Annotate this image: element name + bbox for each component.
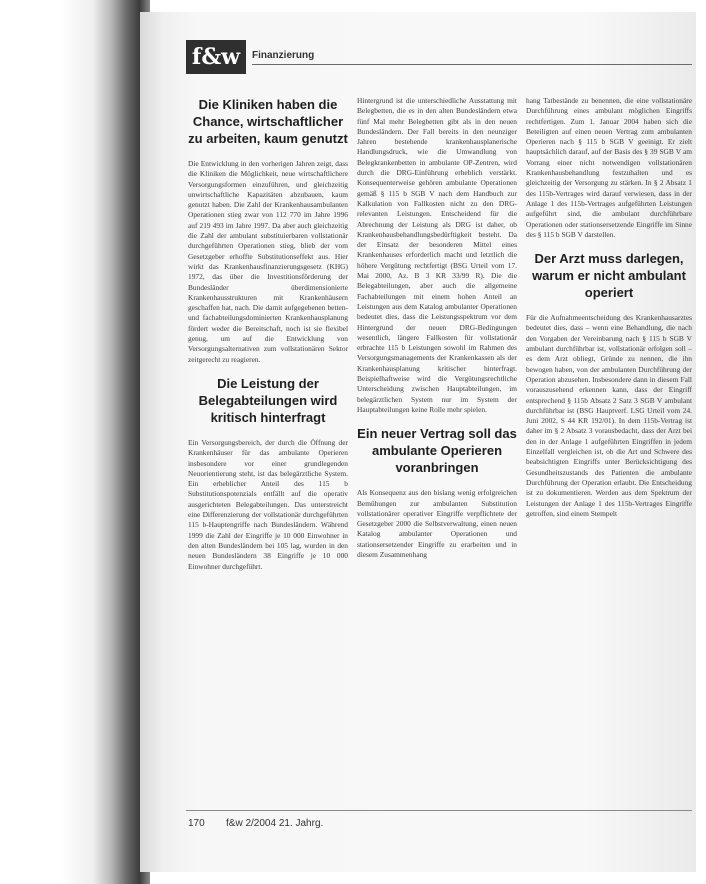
book-spine-shadow	[0, 0, 150, 884]
subheading: Ein neuer Vertrag soll das ambulante Operieren voranbringen	[357, 426, 517, 476]
page-number: 170	[188, 818, 205, 829]
subheading: Der Arzt muss darlegen, warum er nicht ambulant operiert	[532, 251, 686, 301]
footer-rule	[186, 810, 692, 811]
body-paragraph: Für die Aufnahmeentscheidung des Krankenhausarztes bedeutet dies, dass – wenn eine Behandlung, die nach den Vorgaben der Vereinbarung nach § 115 b SGB V ambulant durchführbar ist, vollstationär erfolgen soll – es dem Arzt obliegt, Gründe zu nennen, die ihn bewogen haben, von der ambulanten Durchführung der Operation abzusehen. Insbesondere dann in diesem Fall vorauszusehend erkennen kann, dass der Eingriff entsprechend § 115b Absatz 2 Satz 3 SGB V ambulant durchführbar ist (BSG Hauptverf. LSG Urteil vom 24. Juni 2002, S 44 KR 192/01). In dem 115b-Vertrag ist daher im § 2 Absatz 3 vorausbedacht, dass der Arzt bei den in der Anlage 1 aufgeführten Eingriffen in jedem Einzelfall vergleichen ist, ob die Art und Schwere des beabsichtigten Eingriffs unter Berücksichtigung des Gesundheitszustands des Patienten die ambulante Durchführung der Operation erlaubt. Die Entscheidung ist zu dokumentieren. Werden aus dem Spektrum der Leistungen der Anlage 1 des 115b-Vertrages Eingriffe getroffen, sind einem Stempelt	[526, 313, 692, 518]
header-rule	[252, 64, 692, 65]
body-paragraph: Hintergrund ist die unterschiedliche Ausstattung mit Belegbetten, die es in den alten Bundesländern etwa fünf Mal mehr Belegbetten gibt als in den neuen Bundesländern. Der Fall bereits in den neunziger Jahren bestehende krankenhausplanerische Handlungsdruck, wie die Umwandlung von Belegkrankenbetten in ambulante OP-Zentren, wird durch die DRG-Einführung erheblich verstärkt. Konsequenterweise gehören ambulante Operationen gemäß § 115 b SGB V nach dem Handbuch zur Kalkulation von Fallkosten nicht zu den DRG-relevanten Leistungen. Entscheidend für die Abrechnung der Leistung als DRG ist daher, ob Krankenhausbehandlungsbedürftigkeit besteht. Da der Einsatz der besonderen Mittel eines Krankenhauses erforderlich macht und letztlich die höhere Vergütung rechtfertigt (BSG Urteil vom 17. Mai 2000, Az. B 3 KR 33/99 R). Die die Belegabteilungen, aber auch die allgemeine Fachabteilungen mit einem hohen Anteil an Leistungen aus dem Katalog ambulanter Operationen bedeutet dies, dass die Leistungsspektrum vor dem Hintergrund der neuen DRG-Bedingungen wesentlich, längere Fallkosten für vollstationär erbrachte 115 b Leistungen sowohl im Rahmen des Versorgungsmanagements der Krankenkassen als der Krankenhausplanung kritischer hinterfragt. Beispielhaftweise wird die Vergütungsrechtliche Unterscheidung zwischen Hauptabteilungen, im belegärztlichen System nur im System der Hauptabteilungen keine Rolle mehr spielen.	[357, 96, 517, 414]
article-column-2	[357, 96, 517, 816]
body-paragraph: Als Konsequenz aus den bislang wenig erfolgreichen Bemühungen zur ambulanten Substitution vollstationärer operativer Eingriffe verpflichtete der Gesetzgeber 2000 die Selbstverwaltung, einen neuen Katalog ambulanter Operationen und stationsersetzender Eingriffe zu erarbeiten und in diesem Zusammenhang	[357, 488, 517, 559]
subheading: Die Kliniken haben die Chance, wirtschaftlicher zu arbeiten, kaum genutzt	[188, 97, 348, 146]
subheading: Die Leistung der Belegabteilungen wird kritisch hinterfragt	[198, 375, 338, 425]
body-paragraph: Ein Versorgungsbereich, der durch die Öffnung der Krankenhäuser für das ambulante Operieren insbesondere vor einer grundlegenden Neuorientierung steht, ist das belegärztliche System. Ein erheblicher Anteil des 115 b Substitutionspotenzials entfällt auf die operativ ausgerichteten Belegabteilungen. Das unterstreicht eine Differenzierung der vollstationär durchgeführten 115 b-Hauptengriffe nach Bundesländern. Während 1999 die Zahl der Eingriffe je 10 000 Einwohner in den alten Bundesländern bei 105 lag, wurden in den neuen Bundesländern 38 Eingriffe je 10 000 Einwohner durchgeführt.	[188, 437, 348, 571]
body-paragraph: Die Entwicklung in den vorherigen Jahren zeigt, dass die Kliniken die Möglichkeit, neue wirtschaftlichere Versorgungsformen einzuführen, und gleichzeitig unwirtschaftliche Kapazitäten abzubauen, kaum genutzt haben. Die Zahl der Krankenhausambulanten Operationen stieg zwar von 112 770 im Jahre 1996 auf 219 493 im Jahre 1997. Da aber auch gleichzeitig die Zahl der ambulant substituierbaren vollstationär durchgeführten Operationen stieg, blieb der vom Gesetzgeber erhoffte Substitutionseffekt aus. Hier wirkt das Krankenhausfinanzierungsgesetz (KHG) 1972, das über die Investitionsförderung der Bundesländer überdimensionierte Krankenhausstrukturen mit Krankenhäusern geschaffen hat, nach. Die damit aufgegebenen betten- und fachabteilungsdominierten Krankenhausplanung fördert weder die Bereitschaft, noch ist sie flexibel genug, um auf die Entwicklung von Versorgungsalternativen zum vollstationären Sektor zeitgerecht zu reagieren.	[188, 159, 348, 364]
magazine-logo: f&w	[186, 40, 246, 74]
body-paragraph: hang Tatbestände zu benennen, die eine vollstationäre Durchführung eines ambulant möglichen Eingriffs rechtfertigen. Zum 1. Januar 2004 haben sich die Beteiligten auf einen neuen Vertrag zum ambulanten Operieren nach § 115 b SGB V geeinigt. Er zielt hauptsächlich darauf, auf der Basis des § 39 SGB V am Vorrang einer nicht notwendigen vollstationären Krankenhausbehandlung festzuhalten und es gleichzeitig der Versorgung zu stärken. In § 2 Absatz 1 des 115b-Vertrages wird darauf verwiesen, dass in der Anlage 1 des 115b-Vertrages aufgeführten Leistungen aufgeführt sind, die ambulant durchführbare Operationen oder stationsersetzende Eingriffe im Sinne des § 115 b SGB V darstellen.	[526, 96, 692, 239]
issue-info: f&w 2/2004 21. Jahrg.	[226, 818, 324, 829]
article-column-3	[526, 96, 692, 816]
article-column-1	[188, 96, 348, 816]
section-label: Finanzierung	[252, 50, 315, 61]
